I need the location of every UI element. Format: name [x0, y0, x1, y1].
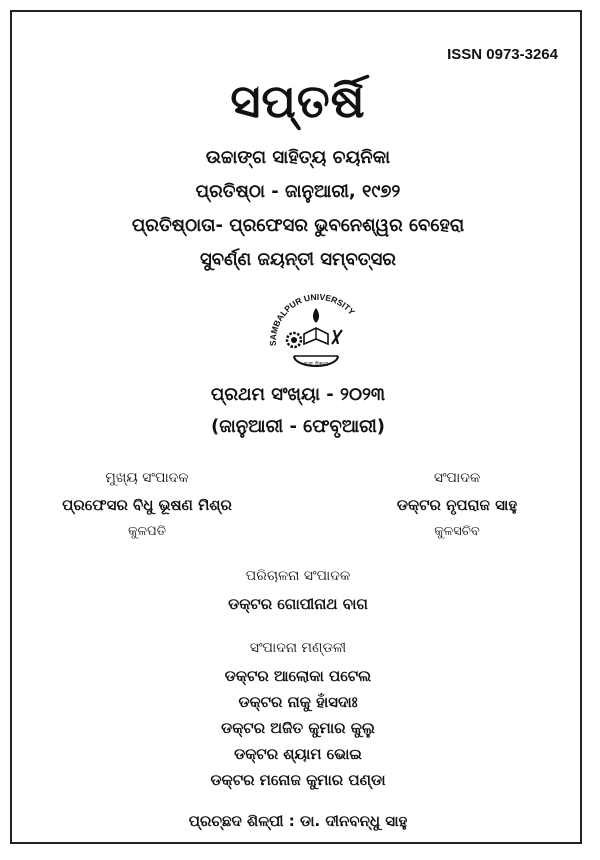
founder-line: ପ୍ରତିଷ୍ଠାତା- ପ୍ରଫେସର ଭୁବନେଶ୍ୱର ବେହେରା	[131, 215, 465, 236]
editor-designation: କୁଳସଚିବ	[434, 524, 480, 539]
svg-text:SAMBALPUR UNIVERSITY	[268, 292, 357, 347]
jubilee-line: ସୁବର୍ଣ୍ଣ ଜୟନ୍ତୀ ସମ୍ବତ୍ସର	[200, 249, 396, 270]
issue-number: ପ୍ରଥମ ସଂଖ୍ୟା - ୨୦୨୩	[210, 384, 386, 405]
editorial-board-role: ସଂପାଦନା ମଣ୍ଡଳୀ	[249, 640, 347, 656]
university-seal-logo	[264, 284, 368, 370]
editor-role: ସଂପାଦକ	[433, 470, 481, 486]
chief-editor-name: ପ୍ରଫେସର ବିଧୁ ଭୂଷଣ ମିଶ୍ର	[62, 496, 232, 514]
editorial-board-member: ଡକ୍ଟର ଆଲୋକା ପଟେଲ	[224, 667, 372, 685]
magazine-title: ସପ୍ତର୍ଷି	[230, 74, 366, 128]
founded-date: ପ୍ରତିଷ୍ଠା - ଜାନୁଆରୀ, ୧୯୭୨	[195, 181, 401, 202]
editorial-board-member: ଡକ୍ଟର ଅଜିତ କୁମାର କୁଲୁ	[221, 719, 375, 737]
page-frame	[10, 10, 582, 844]
seal-motto: ଜ୍ଞାନ ବିଜ୍ଞାନ	[303, 361, 329, 368]
editor-name: ଡକ୍ଟର ନୃପରାଜ ସାହୁ	[396, 496, 518, 514]
managing-editor-role: ପରିଚାଳନା ସଂପାଦକ	[245, 568, 351, 584]
issn-number: ISSN 0973-3264	[447, 46, 558, 63]
managing-editor-name: ଡକ୍ଟର ଗୋପୀନାଥ ବାଗ	[228, 595, 368, 613]
issue-months: (ଜାନୁଆରୀ - ଫେବୃଆରୀ)	[211, 416, 385, 437]
chief-editor-designation: କୁଳପତି	[128, 524, 166, 539]
seal-arc-text: SAMBALPUR UNIVERSITY	[267, 291, 357, 347]
chief-editor-role: ମୁଖ୍ୟ ସଂପାଦକ	[105, 470, 189, 486]
editorial-board-member: ଡକ୍ଟର ମନୋଜ କୁମାର ପଣ୍ଡା	[210, 771, 386, 789]
cover-artist-credit: ପ୍ରଚ୍ଛଦ ଶିଳ୍ପୀ : ଡା. ଦୀନବନ୍ଧୁ ସାହୁ	[188, 812, 408, 830]
editorial-board-member: ଡକ୍ଟର ଶ୍ୟାମ ଭୋଇ	[234, 745, 362, 763]
editorial-board-member: ଡକ୍ଟର ନାକୁ ହାଁସଦାଃ	[238, 693, 358, 711]
magazine-subtitle: ଉଚ୍ଚାଙ୍ଗ ସାହିତ୍ୟ ଚୟନିକା	[205, 147, 391, 168]
